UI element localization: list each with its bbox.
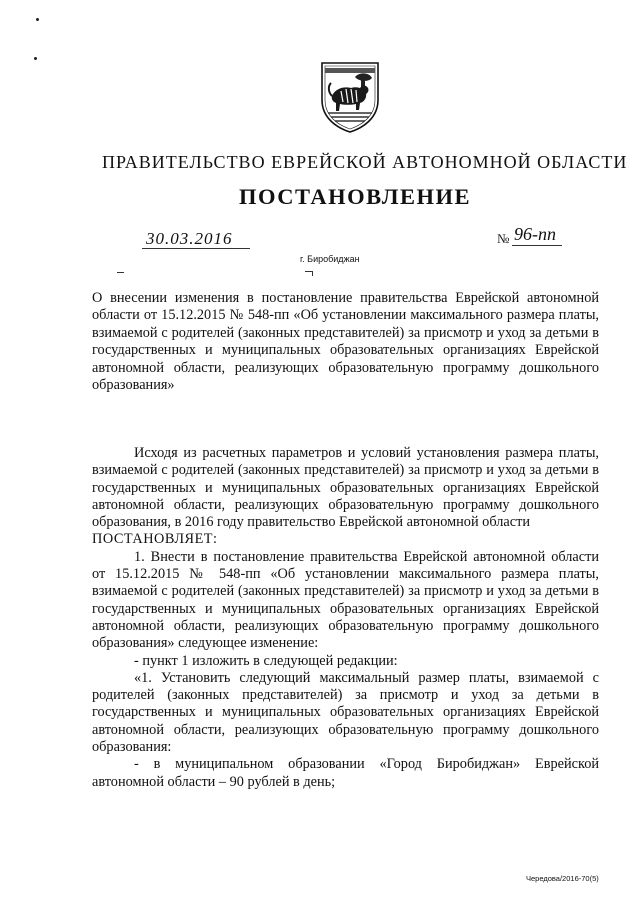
- document-date: 30.03.2016: [146, 229, 233, 248]
- document-type-title: ПОСТАНОВЛЕНИЕ: [238, 184, 472, 209]
- city-name: г. Биробиджан: [300, 254, 360, 264]
- document-number: 96-пп: [514, 224, 556, 244]
- dash-paragraph-1: - в муниципальном образовании «Город Биробиджан» Еврейской автономной области – 90 рублей в день;: [92, 756, 599, 790]
- scan-speck: [34, 57, 37, 60]
- bracket-mark-left: [117, 272, 124, 277]
- quote-paragraph: «1. Установить следующий максимальный размер платы, взимаемой с родителей (законных представителей) за присмотр и уход за детьми в государственных и муниципальных образовательных организациях Еврейской автономной области, реализующих образовательную программу дошкольного образования:: [92, 669, 599, 756]
- date-underline: [142, 248, 250, 249]
- footer-code: Чередова/2016-70(5): [526, 874, 599, 883]
- scan-speck: [36, 18, 39, 21]
- decree-word: ПОСТАНОВЛЯЕТ:: [92, 531, 218, 548]
- government-title: ПРАВИТЕЛЬСТВО ЕВРЕЙСКОЙ АВТОНОМНОЙ ОБЛАСТИ: [102, 152, 628, 172]
- coat-of-arms-icon: [319, 60, 381, 134]
- number-underline: [512, 245, 562, 246]
- item-1-paragraph: 1. Внести в постановление правительства Еврейской автономной области от 15.12.2015 № 548-пп «Об установлении максимального размера платы, взимаемой с родителей (законных представителей) за присмотр и уход за детьми в государственных и муниципальных образовательных организациях Еврейской автономной области, реализующих образовательную программу дошкольного образования» следующее изменение:: [92, 548, 599, 652]
- subpoint-paragraph: - пункт 1 изложить в следующей редакции:: [134, 652, 398, 669]
- document-body: [92, 445, 599, 791]
- bracket-mark-right: [305, 271, 313, 276]
- preamble-paragraph: Исходя из расчетных параметров и условий установления размера платы, взимаемой с родителей (законных представителей) за присмотр и уход за детьми в государственных и муниципальных образовательных организациях Еврейской автономной области, реализующих образовательную программу дошкольного образования, в 2016 году правительство Еврейской автономной области: [92, 445, 599, 531]
- number-label: №: [497, 231, 510, 246]
- document-subject: О внесении изменения в постановление правительства Еврейской автономной области от 15.12.2015 № 548-пп «Об установлении максимального размера платы, взимаемой с родителей (законных представителей) за присмотр и уход за детьми в государственных и муниципальных образовательных организациях Еврейской автономной области, реализующих образовательную программу дошкольного образования»: [92, 290, 599, 394]
